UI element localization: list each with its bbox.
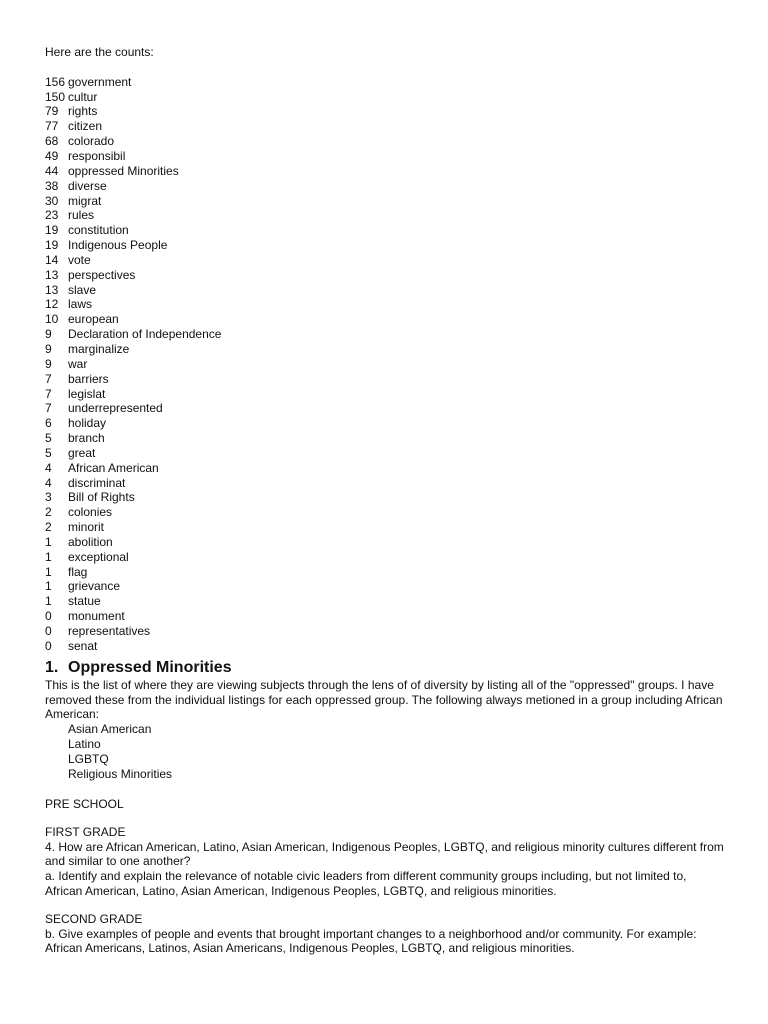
- count-term: underrepresented: [68, 401, 163, 416]
- second-grade-item-b: b. Give examples of people and events that brought important changes to a neighborhood and/or community. For example: African Americans, Latinos, Asian Americans, Indigenous Peoples, LGBTQ, and religious minorities.: [45, 926, 697, 956]
- count-value: 10: [45, 312, 59, 327]
- count-row: [45, 416, 725, 431]
- count-row: [45, 357, 725, 372]
- count-term: grievance: [68, 579, 121, 594]
- count-row: [45, 90, 725, 105]
- grade-title-second: SECOND GRADE: [45, 911, 143, 926]
- count-row: [45, 238, 725, 253]
- count-value: 19: [45, 223, 59, 238]
- count-value: 1: [45, 594, 52, 609]
- count-value: 6: [45, 416, 52, 431]
- count-value: 2: [45, 520, 52, 535]
- count-row: [45, 387, 725, 402]
- count-row: [45, 609, 725, 624]
- count-value: 1: [45, 534, 52, 549]
- count-row: [45, 208, 725, 223]
- grade-title-preschool: PRE SCHOOL: [45, 797, 124, 812]
- count-value: 4: [45, 460, 52, 475]
- count-term: migrat: [68, 193, 102, 208]
- count-term: cultur: [68, 89, 98, 104]
- counts-intro: Here are the counts:: [45, 45, 154, 59]
- count-row: [45, 119, 725, 134]
- count-term: exceptional: [68, 549, 129, 564]
- count-row: [45, 297, 725, 312]
- count-row: [45, 401, 725, 416]
- count-row: [45, 476, 725, 491]
- count-value: 0: [45, 624, 52, 639]
- count-row: [45, 312, 725, 327]
- first-grade-block: [45, 825, 725, 899]
- count-term: legislat: [68, 386, 106, 401]
- count-term: rules: [68, 208, 95, 223]
- count-term: constitution: [68, 223, 129, 238]
- count-value: 0: [45, 609, 52, 624]
- count-term: responsibil: [68, 149, 126, 164]
- group-item: Latino: [68, 737, 101, 752]
- count-term: colonies: [68, 505, 113, 520]
- count-term: branch: [68, 431, 105, 446]
- count-value: 12: [45, 297, 59, 312]
- section-number: 1.: [45, 658, 59, 676]
- count-row: [45, 164, 725, 179]
- count-term: Declaration of Independence: [68, 327, 222, 342]
- count-value: 150: [45, 89, 66, 104]
- count-value: 0: [45, 638, 52, 653]
- count-row: [45, 565, 725, 580]
- count-term: european: [68, 312, 119, 327]
- count-value: 1: [45, 549, 52, 564]
- count-value: 5: [45, 431, 52, 446]
- count-value: 5: [45, 445, 52, 460]
- group-item: Religious Minorities: [68, 767, 173, 782]
- count-term: minorit: [68, 520, 105, 535]
- count-row: [45, 268, 725, 283]
- count-row: [45, 431, 725, 446]
- count-value: 30: [45, 193, 59, 208]
- count-value: 7: [45, 386, 52, 401]
- count-value: 19: [45, 238, 59, 253]
- count-term: war: [68, 356, 88, 371]
- count-row: [45, 535, 725, 550]
- count-row: [45, 490, 725, 505]
- count-row: [45, 194, 725, 209]
- count-term: Bill of Rights: [68, 490, 135, 505]
- count-value: 9: [45, 356, 52, 371]
- count-value: 49: [45, 149, 59, 164]
- counts-list: [45, 75, 725, 654]
- count-term: barriers: [68, 371, 109, 386]
- count-value: 4: [45, 475, 52, 490]
- count-term: perspectives: [68, 267, 136, 282]
- count-value: 2: [45, 505, 52, 520]
- count-term: great: [68, 445, 96, 460]
- grade-title-first: FIRST GRADE: [45, 824, 126, 839]
- count-value: 14: [45, 252, 59, 267]
- count-row: [45, 446, 725, 461]
- count-term: slave: [68, 282, 97, 297]
- count-row: [45, 283, 725, 298]
- count-row: [45, 639, 725, 654]
- count-term: oppressed Minorities: [68, 163, 179, 178]
- count-value: 44: [45, 163, 59, 178]
- count-row: [45, 75, 725, 90]
- count-row: [45, 520, 725, 535]
- count-value: 1: [45, 579, 52, 594]
- count-term: African American: [68, 460, 159, 475]
- count-row: [45, 327, 725, 342]
- group-list: [68, 722, 725, 782]
- count-term: marginalize: [68, 341, 130, 356]
- group-item: LGBTQ: [68, 752, 109, 767]
- count-row: [45, 342, 725, 357]
- group-item: Asian American: [68, 722, 152, 737]
- count-term: monument: [68, 609, 125, 624]
- count-term: citizen: [68, 119, 103, 134]
- count-row: [45, 372, 725, 387]
- count-row: [45, 579, 725, 594]
- count-row: [45, 461, 725, 476]
- count-value: 3: [45, 490, 52, 505]
- count-value: 68: [45, 134, 59, 149]
- count-row: [45, 104, 725, 119]
- second-grade-block: [45, 912, 725, 956]
- preschool-block: [45, 797, 725, 812]
- count-value: 13: [45, 267, 59, 282]
- count-value: 7: [45, 371, 52, 386]
- section-title: Oppressed Minorities: [68, 658, 232, 676]
- count-value: 9: [45, 327, 52, 342]
- count-value: 1: [45, 564, 52, 579]
- count-term: laws: [68, 297, 93, 312]
- count-term: Indigenous People: [68, 238, 168, 253]
- count-value: 13: [45, 282, 59, 297]
- count-term: diverse: [68, 178, 107, 193]
- count-term: senat: [68, 638, 98, 653]
- section-heading: [45, 659, 725, 677]
- count-value: 156: [45, 74, 66, 89]
- count-term: representatives: [68, 624, 151, 639]
- first-grade-item-a: a. Identify and explain the relevance of notable civic leaders from different community groups including, but not limited to, African American, Latino, Asian American, Indigenous Peoples, LGBTQ, and religious minorities.: [45, 869, 687, 899]
- count-value: 23: [45, 208, 59, 223]
- count-term: government: [68, 74, 132, 89]
- count-value: 77: [45, 119, 59, 134]
- count-row: [45, 624, 725, 639]
- count-term: holiday: [68, 416, 107, 431]
- count-term: flag: [68, 564, 88, 579]
- count-row: [45, 179, 725, 194]
- count-value: 7: [45, 401, 52, 416]
- count-row: [45, 253, 725, 268]
- count-value: 38: [45, 178, 59, 193]
- document-page: [45, 45, 725, 969]
- count-term: rights: [68, 104, 98, 119]
- count-term: colorado: [68, 134, 115, 149]
- count-term: statue: [68, 594, 101, 609]
- count-row: [45, 223, 725, 238]
- section-paragraph: This is the list of where they are viewing subjects through the lens of of diversity by listing all of the "oppressed" groups. I have removed these from the individual listings for each oppressed group. The following always metioned in a group including African American:: [45, 677, 723, 722]
- count-term: abolition: [68, 534, 113, 549]
- count-row: [45, 594, 725, 609]
- count-row: [45, 149, 725, 164]
- count-value: 9: [45, 341, 52, 356]
- count-row: [45, 550, 725, 565]
- first-grade-item-4: 4. How are African American, Latino, Asian American, Indigenous Peoples, LGBTQ, and religious minority cultures different from and similar to one another?: [45, 839, 724, 869]
- count-value: 79: [45, 104, 59, 119]
- count-row: [45, 505, 725, 520]
- count-term: discriminat: [68, 475, 126, 490]
- count-row: [45, 134, 725, 149]
- count-term: vote: [68, 252, 91, 267]
